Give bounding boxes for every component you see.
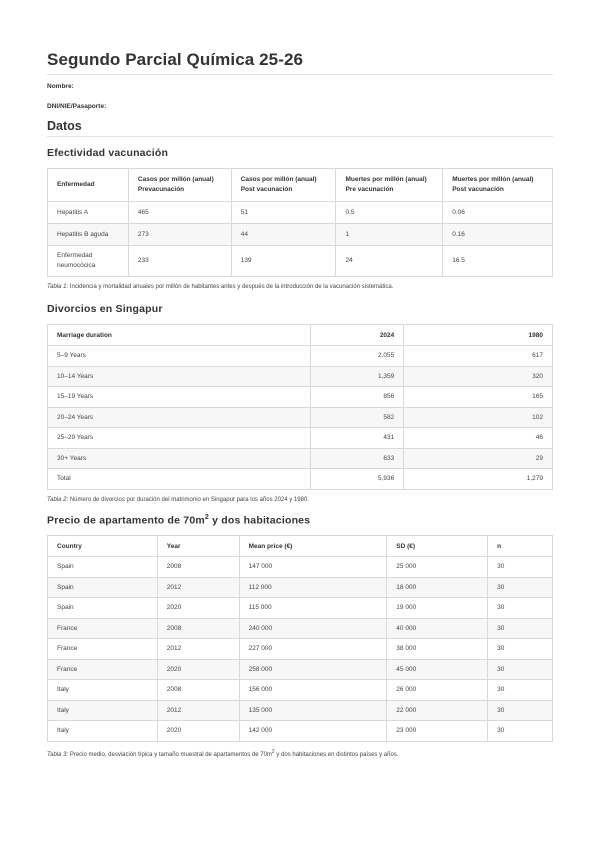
column-header: Country xyxy=(48,536,158,557)
table-cell: 30 xyxy=(488,659,553,680)
table-cell: 2020 xyxy=(157,659,239,680)
table-cell: 2012 xyxy=(157,639,239,660)
table-cell: 30 xyxy=(488,680,553,701)
table-cell: 147 000 xyxy=(239,557,387,578)
table-cell: Total xyxy=(48,469,311,490)
table-row xyxy=(48,387,553,408)
table-cell: 30 xyxy=(488,598,553,619)
table-row xyxy=(48,557,553,578)
table-cell: 320 xyxy=(404,366,553,387)
table-cell: 25–29 Years xyxy=(48,428,311,449)
table-cell: 2020 xyxy=(157,598,239,619)
table-cell: 40 000 xyxy=(387,618,488,639)
table3-heading xyxy=(47,514,553,527)
table-cell: 2012 xyxy=(157,700,239,721)
table-cell: 5,936 xyxy=(311,469,404,490)
table-cell: 582 xyxy=(311,407,404,428)
column-header: Year xyxy=(157,536,239,557)
table-cell: 115 000 xyxy=(239,598,387,619)
table-cell: Enfermedad neumocócica xyxy=(48,246,129,277)
table-cell: 18 000 xyxy=(387,577,488,598)
table-cell: 0.06 xyxy=(443,202,553,224)
table-row xyxy=(48,680,553,701)
table-header-row xyxy=(48,169,553,202)
name-field-label: Nombre: xyxy=(47,83,74,90)
table-cell: Hepatitis B aguda xyxy=(48,224,129,246)
table-cell: 10–14 Years xyxy=(48,366,311,387)
table-cell: 20–24 Years xyxy=(48,407,311,428)
caption-label: Tabla 2: xyxy=(47,496,69,503)
table-cell: 29 xyxy=(404,448,553,469)
table-row xyxy=(48,428,553,449)
table-cell: 30 xyxy=(488,618,553,639)
table-row xyxy=(48,659,553,680)
column-header: 2024 xyxy=(311,325,404,346)
caption-text: Incidencia y mortalidad anuales por millón de habitantes antes y después de la introducción de la vacunación sistemática. xyxy=(69,284,394,290)
table1-caption xyxy=(47,284,553,290)
table-cell: 16.5 xyxy=(443,246,553,277)
column-header: n xyxy=(488,536,553,557)
table-cell: 46 xyxy=(404,428,553,449)
table-cell: 139 xyxy=(231,246,336,277)
table-cell: Spain xyxy=(48,598,158,619)
page-title: Segundo Parcial Química 25-26 xyxy=(47,50,304,69)
table-row xyxy=(48,202,553,224)
table-cell: Italy xyxy=(48,721,158,742)
caption-label: Tabla 1: xyxy=(47,284,69,290)
table-row xyxy=(48,700,553,721)
table-cell: 26 000 xyxy=(387,680,488,701)
table-cell: 465 xyxy=(128,202,231,224)
column-header: Enfermedad xyxy=(48,169,129,202)
table-cell: France xyxy=(48,659,158,680)
table-cell: 1,279 xyxy=(404,469,553,490)
table-cell: 22 000 xyxy=(387,700,488,721)
table-cell: 2008 xyxy=(157,557,239,578)
table-cell: 38 000 xyxy=(387,639,488,660)
table-header-row xyxy=(48,536,553,557)
table-row xyxy=(48,618,553,639)
title-divider xyxy=(47,74,553,75)
table-row xyxy=(48,448,553,469)
table-cell: 30 xyxy=(488,700,553,721)
caption-text: Precio medio, desviación típica y tamaño muestral de apartamentos de 70m xyxy=(69,751,272,758)
table-row xyxy=(48,246,553,277)
table-cell: 30 xyxy=(488,639,553,660)
table-cell: 5–9 Years xyxy=(48,346,311,367)
table-cell: 51 xyxy=(231,202,336,224)
table-cell: 633 xyxy=(311,448,404,469)
table-cell: 2008 xyxy=(157,618,239,639)
table-cell: 19 000 xyxy=(387,598,488,619)
divorce-table xyxy=(47,324,553,490)
table-cell: Spain xyxy=(48,557,158,578)
table3-caption xyxy=(47,749,553,758)
table-cell: 135 000 xyxy=(239,700,387,721)
table-row xyxy=(48,224,553,246)
table-cell: 102 xyxy=(404,407,553,428)
table-row xyxy=(48,721,553,742)
column-header: Muertes por millón (anual) Post vacunación xyxy=(443,169,553,202)
table-cell: 165 xyxy=(404,387,553,408)
column-header: Casos por millón (anual) Post vacunación xyxy=(231,169,336,202)
table-cell: Spain xyxy=(48,577,158,598)
table-cell: 2008 xyxy=(157,680,239,701)
id-field-label: DNI/NIE/Pasaporte: xyxy=(47,103,107,110)
table-cell: 240 000 xyxy=(239,618,387,639)
table-cell: 856 xyxy=(311,387,404,408)
table-row xyxy=(48,346,553,367)
table-cell: 25 000 xyxy=(387,557,488,578)
table-cell: 24 xyxy=(336,246,443,277)
vaccination-table xyxy=(47,168,553,277)
table-cell: 30 xyxy=(488,557,553,578)
table-cell: 23 000 xyxy=(387,721,488,742)
table-cell: 273 xyxy=(128,224,231,246)
table-cell: 431 xyxy=(311,428,404,449)
table-cell: 227 000 xyxy=(239,639,387,660)
table-cell: 2,055 xyxy=(311,346,404,367)
apartment-price-table xyxy=(47,535,553,742)
table-cell: 0.16 xyxy=(443,224,553,246)
column-header: Casos por millón (anual) Prevacunación xyxy=(128,169,231,202)
table-cell: 2012 xyxy=(157,577,239,598)
table-row xyxy=(48,639,553,660)
table-cell: 15–19 Years xyxy=(48,387,311,408)
table-row xyxy=(48,407,553,428)
table-cell: 45 000 xyxy=(387,659,488,680)
table-cell: 258 000 xyxy=(239,659,387,680)
heading-text: y dos habitaciones xyxy=(209,514,311,526)
caption-text: Número de divorcios por duración del matrimonio en Singapur para los años 2024 y 1980. xyxy=(69,496,309,503)
table-cell: 30 xyxy=(488,577,553,598)
column-header: Mean price (€) xyxy=(239,536,387,557)
table-header-row xyxy=(48,325,553,346)
table-cell: 1 xyxy=(336,224,443,246)
caption-superscript: 2 xyxy=(271,748,275,755)
column-header: 1980 xyxy=(404,325,553,346)
table2-caption xyxy=(47,497,553,503)
table-cell: 112 000 xyxy=(239,577,387,598)
section-heading: Datos xyxy=(47,119,82,133)
table-cell: France xyxy=(48,639,158,660)
table-cell: 233 xyxy=(128,246,231,277)
caption-label: Tabla 3: xyxy=(47,751,69,758)
column-header: Marriage duration xyxy=(48,325,311,346)
table-cell: 30+ Years xyxy=(48,448,311,469)
table-row xyxy=(48,598,553,619)
column-header: Muertes por millón (anual) Pre vacunación xyxy=(336,169,443,202)
table-row xyxy=(48,577,553,598)
table-cell: Hepatitis A xyxy=(48,202,129,224)
section-divider xyxy=(47,136,553,137)
table-row xyxy=(48,469,553,490)
heading-superscript: 2 xyxy=(204,513,210,521)
heading-text: Precio de apartamento de 70m xyxy=(47,514,205,526)
column-header: SD (€) xyxy=(387,536,488,557)
table-cell: 0.5 xyxy=(336,202,443,224)
table-cell: 156 000 xyxy=(239,680,387,701)
table-cell: Italy xyxy=(48,700,158,721)
caption-text: y dos habitaciones en distintos países y años. xyxy=(274,751,399,758)
table-cell: Italy xyxy=(48,680,158,701)
table-cell: 2020 xyxy=(157,721,239,742)
table-cell: France xyxy=(48,618,158,639)
table-cell: 617 xyxy=(404,346,553,367)
table-cell: 30 xyxy=(488,721,553,742)
table-row xyxy=(48,366,553,387)
table-cell: 142 000 xyxy=(239,721,387,742)
table-cell: 1,359 xyxy=(311,366,404,387)
table2-heading: Divorcios en Singapur xyxy=(47,303,163,315)
table1-heading: Efectividad vacunación xyxy=(47,147,169,159)
table-cell: 44 xyxy=(231,224,336,246)
